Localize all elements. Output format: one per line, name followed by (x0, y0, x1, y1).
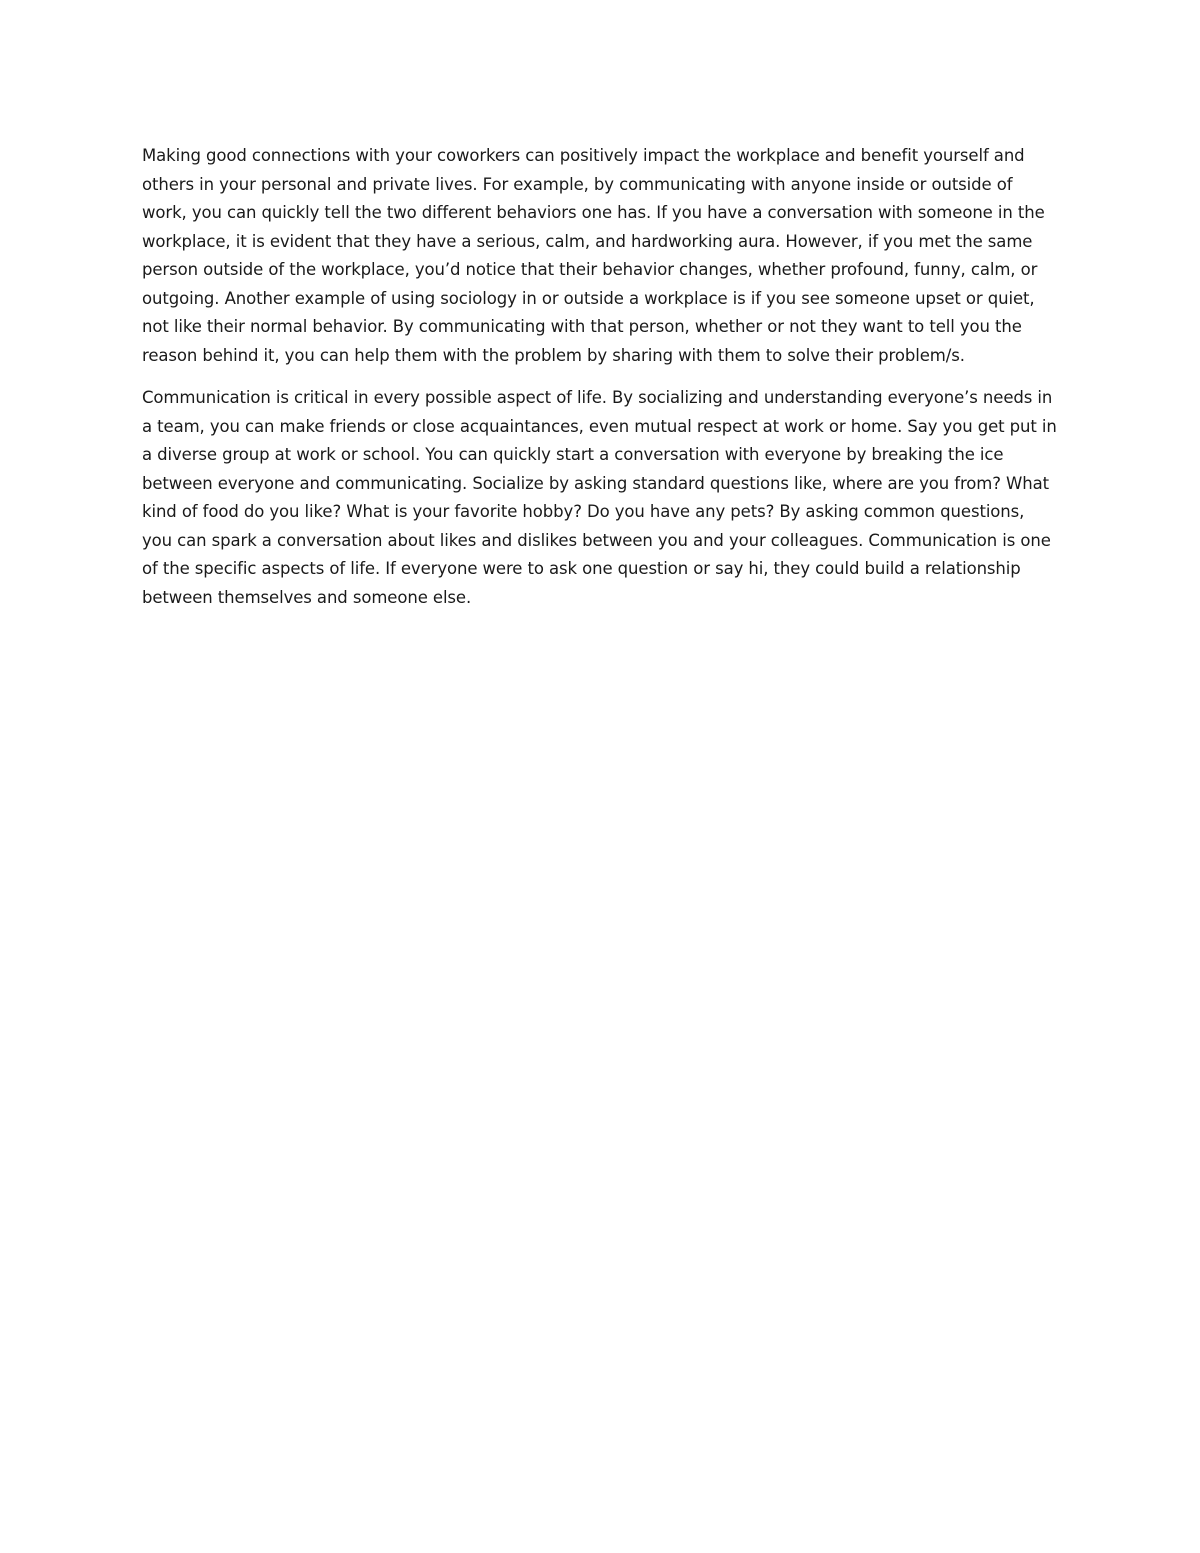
paragraph-2: Communication is critical in every possible aspect of life. By socializing and understanding everyone’s needs in a team, you can make friends or close acquaintances, even mutual respect at work or home. Say you get put in a diverse group at work or school. You can quickly start a conversation with everyone by breaking the ice between everyone and communicating. Socialize by asking standard questions like, where are you from? What kind of food do you like? What is your favorite hobby? Do you have any pets? By asking common questions, you can spark a conversation about likes and dislikes between you and your colleagues. Communication is one of the specific aspects of life. If everyone were to ask one question or say hi, they could build a relationship between themselves and someone else. (142, 388, 1057, 607)
paragraph-1: Making good connections with your coworkers can positively impact the workplace and benefit yourself and others in your personal and private lives. For example, by communicating with anyone inside or outside of work, you can quickly tell the two different behaviors one has. If you have a conversation with someone in the workplace, it is evident that they have a serious, calm, and hardworking aura. However, if you met the same person outside of the workplace, you’d notice that their behavior changes, whether profound, funny, calm, or outgoing. Another example of using sociology in or outside a workplace is if you see someone upset or quiet, not like their normal behavior. By communicating with that person, whether or not they want to tell you the reason behind it, you can help them with the problem by sharing with them to solve their problem/s. (142, 146, 1045, 365)
document-body (142, 142, 1058, 626)
